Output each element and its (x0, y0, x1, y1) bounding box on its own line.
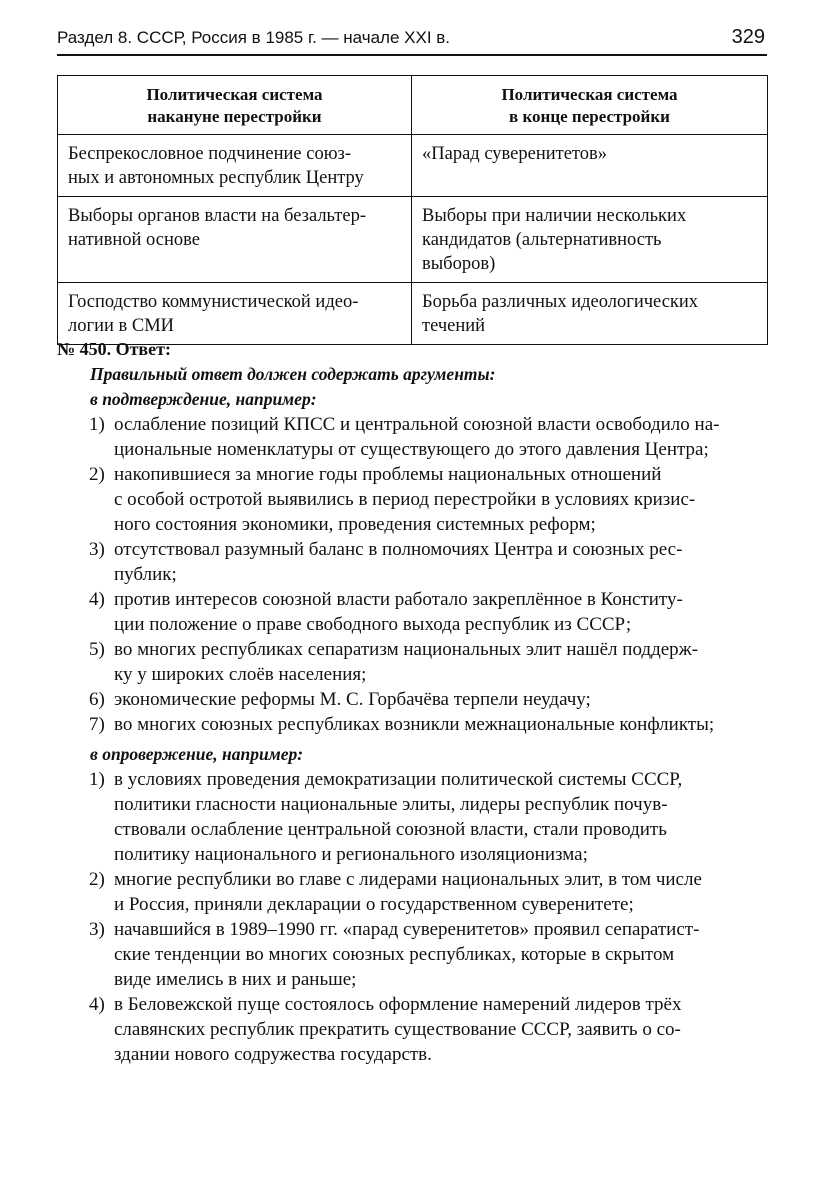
item-number: 3) (89, 919, 105, 940)
item-line: многие республики во главе с лидерами национальных элит, в том числе (114, 869, 702, 890)
item-line: ции положение о праве свободного выхода республик из СССР; (114, 614, 632, 635)
column-header-before (58, 76, 412, 135)
item-number: 1) (89, 769, 105, 790)
item-line: экономические реформы М. С. Горбачёва терпели неудачу; (114, 689, 591, 710)
list-item (57, 637, 769, 687)
cell-line: течений (422, 316, 486, 336)
item-number: 4) (89, 589, 105, 610)
pro-arguments-list (57, 412, 769, 737)
cell-line: Беспрекословное подчинение союз- (68, 144, 352, 164)
list-item (57, 537, 769, 587)
item-line: накопившиеся за многие годы проблемы национальных отношений (114, 464, 662, 485)
table-cell-before (58, 197, 412, 283)
running-header (57, 24, 767, 54)
list-item (57, 462, 769, 537)
comparison-table (57, 75, 768, 345)
header-line: накануне перестройки (147, 107, 322, 126)
item-line: циональные номенклатуры от существующего до этого давления Центра; (114, 439, 709, 460)
item-line: в условиях проведения демократизации политической системы СССР, (114, 769, 683, 790)
cell-line: Борьба различных идеологических (422, 292, 699, 312)
task-heading: № 450. Ответ: (57, 339, 171, 359)
header-rule (57, 54, 767, 56)
answer-intro: Правильный ответ должен содержать аргументы: (90, 364, 496, 384)
item-number: 2) (89, 464, 105, 485)
item-number: 7) (89, 714, 105, 735)
column-header-after (412, 76, 768, 135)
item-line: ские тенденции во многих союзных республиках, которые в скрытом (114, 944, 675, 965)
list-item (57, 992, 769, 1067)
table-row (58, 197, 768, 283)
cell-line: нативной основе (68, 230, 200, 250)
list-item (57, 587, 769, 637)
answer-section (57, 337, 769, 1067)
item-line: здании нового содружества государств. (114, 1044, 432, 1065)
table-cell-after (412, 197, 768, 283)
list-item (57, 767, 769, 867)
cell-line: кандидатов (альтернативность (422, 230, 662, 250)
cell-line: Выборы при наличии нескольких (422, 206, 687, 226)
item-line: и Россия, приняли декларации о государственном суверенитете; (114, 894, 634, 915)
list-item (57, 712, 769, 737)
list-item (57, 412, 769, 462)
table-cell-after (412, 283, 768, 345)
item-number: 6) (89, 689, 105, 710)
item-line: славянских республик прекратить существование СССР, заявить о со- (114, 1019, 681, 1040)
table-cell-before (58, 135, 412, 197)
con-arguments-label: в опровержение, например: (90, 744, 304, 764)
item-number: 4) (89, 994, 105, 1015)
item-line: ку у широких слоёв населения; (114, 664, 367, 685)
header-line: Политическая система (501, 85, 678, 104)
item-line: против интересов союзной власти работало закреплённое в Конститу- (114, 589, 683, 610)
table-row (58, 283, 768, 345)
item-line: политики гласности национальные элиты, лидеры республик почув- (114, 794, 668, 815)
table-row (58, 135, 768, 197)
item-line: начавшийся в 1989–1990 гг. «парад суверенитетов» проявил сепаратист- (114, 919, 700, 940)
item-line: во многих союзных республиках возникли межнациональные конфликты; (114, 714, 715, 735)
item-line: виде имелись в них и раньше; (114, 969, 357, 990)
cell-line: Господство коммунистической идео- (68, 292, 359, 312)
cell-line: логии в СМИ (68, 316, 175, 336)
item-line: с особой остротой выявились в период перестройки в условиях кризис- (114, 489, 696, 510)
item-line: в Беловежской пуще состоялось оформление намерений лидеров трёх (114, 994, 682, 1015)
item-line: политику национального и регионального изоляционизма; (114, 844, 588, 865)
item-line: ослабление позиций КПСС и центральной союзной власти освободило на- (114, 414, 720, 435)
cell-line: «Парад суверенитетов» (422, 144, 608, 164)
item-number: 1) (89, 414, 105, 435)
cell-line: выборов) (422, 254, 496, 274)
section-title: Раздел 8. СССР, Россия в 1985 г. — начале XXI в. (57, 28, 451, 47)
con-arguments-list (57, 767, 769, 1067)
item-line: публик; (114, 564, 177, 585)
table-cell-before (58, 283, 412, 345)
list-item (57, 867, 769, 917)
table-cell-after (412, 135, 768, 197)
item-number: 5) (89, 639, 105, 660)
list-item (57, 687, 769, 712)
pro-arguments-label: в подтверждение, например: (90, 389, 317, 409)
header-line: в конце перестройки (509, 107, 670, 126)
cell-line: ных и автономных республик Центру (68, 168, 364, 188)
list-item (57, 917, 769, 992)
page-number: 329 (731, 26, 765, 48)
item-number: 2) (89, 869, 105, 890)
item-line: во многих республиках сепаратизм национальных элит нашёл поддерж- (114, 639, 699, 660)
item-line: ного состояния экономики, проведения системных реформ; (114, 514, 596, 535)
item-line: отсутствовал разумный баланс в полномочиях Центра и союзных рес- (114, 539, 683, 560)
item-line: ствовали ослабление центральной союзной власти, стали проводить (114, 819, 667, 840)
cell-line: Выборы органов власти на безальтер- (68, 206, 366, 226)
table-header-row (58, 76, 768, 135)
item-number: 3) (89, 539, 105, 560)
header-line: Политическая система (146, 85, 323, 104)
